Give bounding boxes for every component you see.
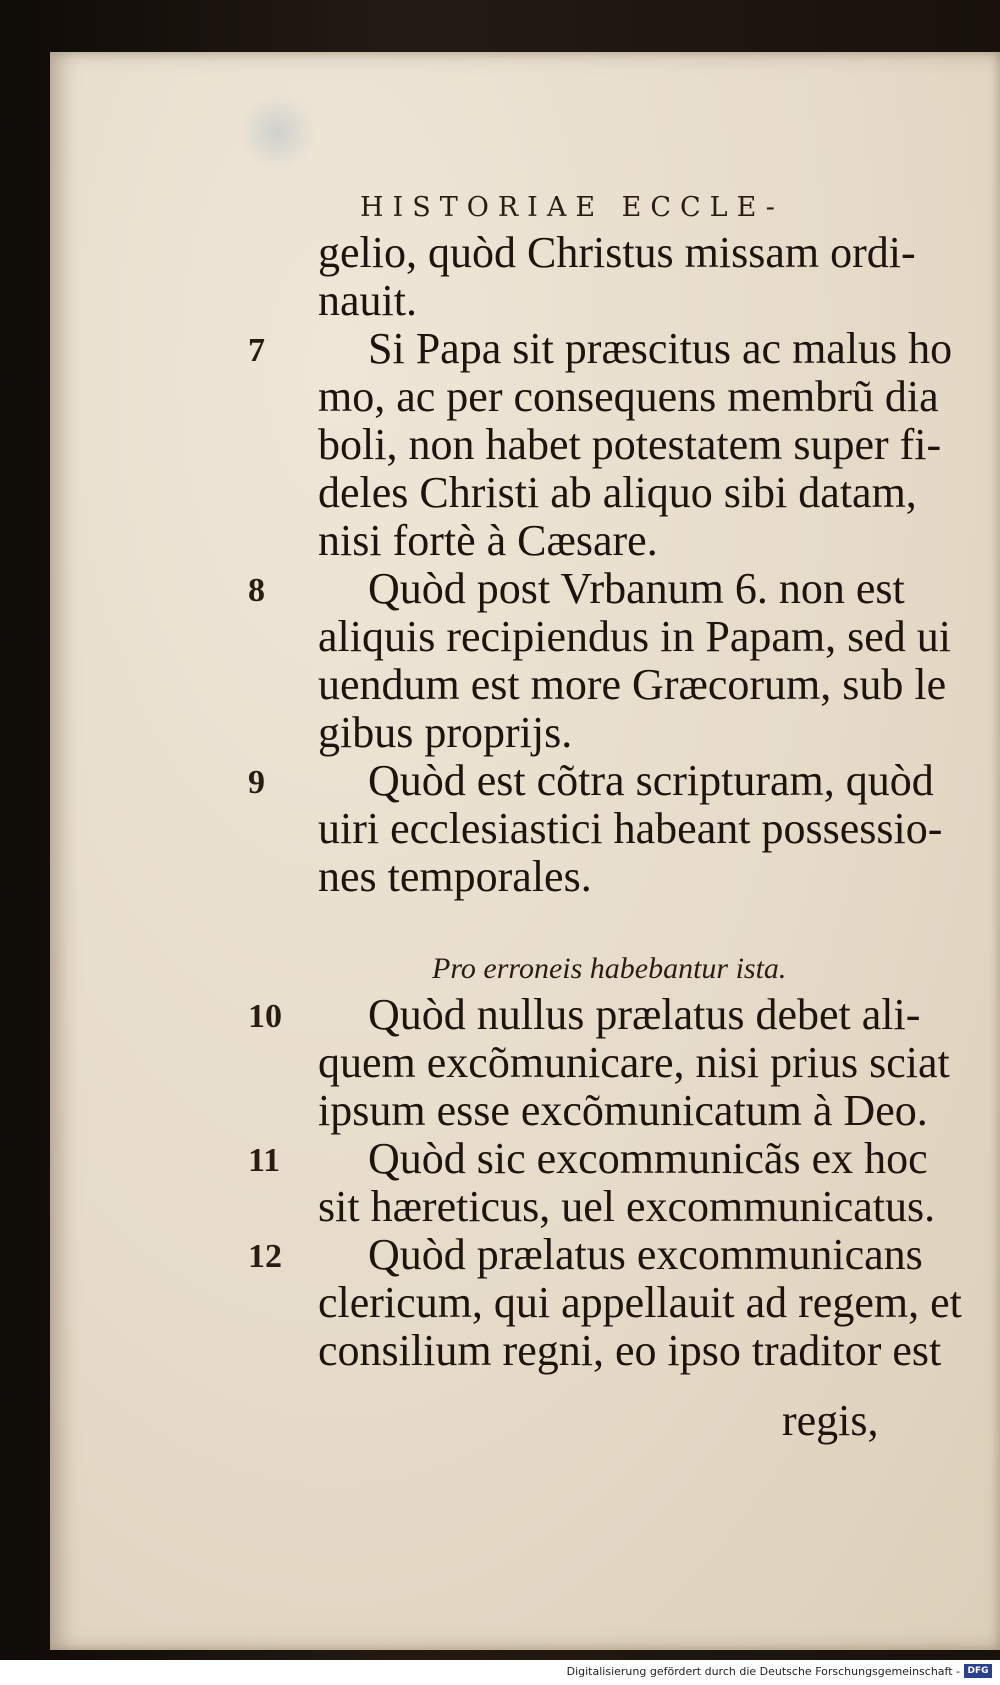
text-line: nes temporales. [318, 852, 592, 901]
marginal-number: 7 [248, 332, 265, 369]
text-line: Si Papa sit præscitus ac malus ho [368, 324, 953, 373]
section-subheading: Pro erroneis habebantur ista. [432, 952, 787, 985]
text-line: nauit. [318, 276, 417, 325]
text-line: gibus proprijs. [318, 708, 573, 757]
marginal-number: 8 [248, 572, 265, 609]
text-line: Quòd sic excommunicãs ex hoc [368, 1134, 928, 1183]
text-line: deles Christi ab aliquo sibi datam, [318, 468, 917, 517]
text-line: aliquis recipiendus in Papam, sed ui [318, 612, 951, 661]
marginal-number: 11 [248, 1142, 281, 1179]
text-line: gelio, quòd Christus missam ordi- [318, 228, 916, 277]
text-line: Quòd post Vrbanum 6. non est [368, 564, 905, 613]
text-line: boli, non habet potestatem super fi- [318, 420, 942, 469]
text-line: sit hæreticus, uel excommunicatus. [318, 1182, 936, 1231]
text-line: uendum est more Græcorum, sub le [318, 660, 947, 709]
text-line: quem excõmunicare, nisi prius sciat [318, 1038, 950, 1087]
water-stain [240, 92, 315, 172]
footer-credit: Digitalisierung gefördert durch die Deutsche Forschungsgemeinschaft - [566, 1665, 960, 1678]
text-line: mo, ac per consequens membrũ dia [318, 372, 939, 421]
text-line: uiri ecclesiastici habeant possessio- [318, 804, 943, 853]
marginal-number: 9 [248, 764, 265, 801]
text-line: Quòd nullus prælatus debet ali- [368, 990, 921, 1039]
marginal-number: 12 [248, 1238, 282, 1275]
text-line: ipsum esse excõmunicatum à Deo. [318, 1086, 928, 1135]
running-head: HISTORIAE ECCLE- [360, 192, 784, 223]
text-line: Quòd est cõtra scripturam, quòd [368, 756, 934, 805]
text-line: Quòd prælatus excommunicans [368, 1230, 923, 1279]
catchword: regis, [782, 1396, 879, 1445]
marginal-number: 10 [248, 998, 282, 1035]
text-line: consilium regni, eo ipso traditor est [318, 1326, 942, 1375]
text-line: nisi fortè à Cæsare. [318, 516, 658, 565]
dfg-logo-icon: DFG [964, 1664, 992, 1678]
text-line: clericum, qui appellauit ad regem, et [318, 1278, 962, 1327]
